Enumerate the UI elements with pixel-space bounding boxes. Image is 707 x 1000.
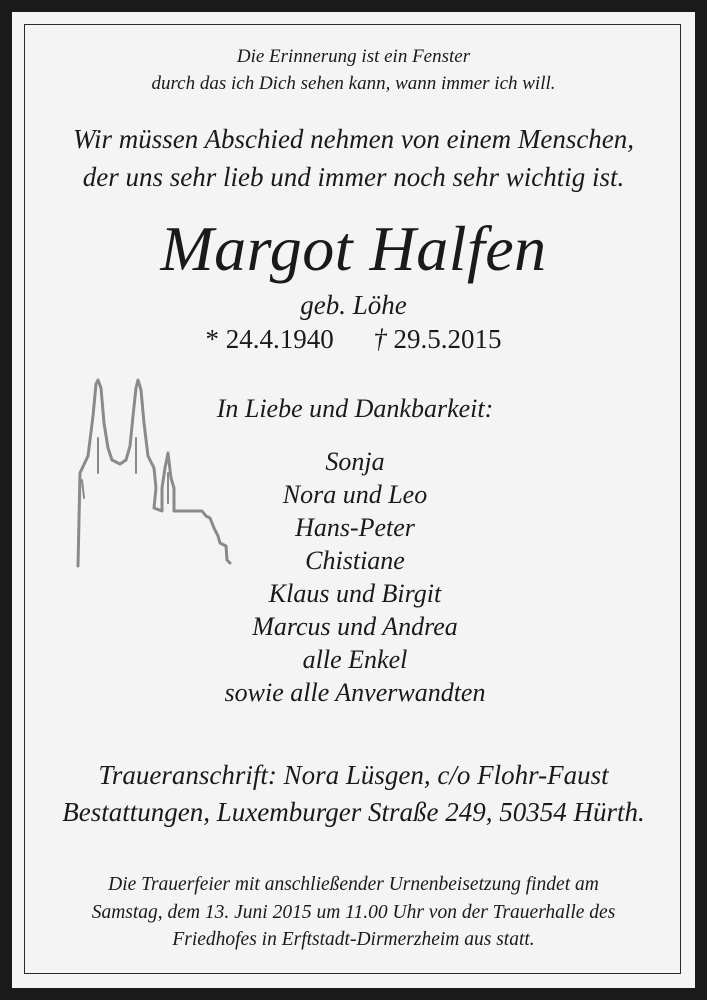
death-date: 29.5.2015 [393, 324, 502, 354]
mourner-item: Klaus und Birgit [268, 579, 442, 608]
address-line-2: Bestattungen, Luxemburger Straße 249, 50354 Hürth. [62, 797, 645, 827]
motto-line-1: Die Erinnerung ist ein Fenster [236, 46, 471, 67]
deceased-name: Margot Halfen [160, 213, 547, 284]
mourner-item: alle Enkel [302, 645, 408, 674]
address-line-1: Traueranschrift: Nora Lüsgen, c/o Flohr-Faust [98, 760, 609, 790]
mourner-item: Nora und Leo [282, 480, 428, 509]
mourner-item: Sonja [325, 447, 385, 476]
notice-line-3: Friedhofes in Erftstadt-Dirmerzheim aus statt. [172, 929, 535, 950]
mourner-item: sowie alle Anverwandten [224, 678, 486, 707]
notice-line-2: Samstag, dem 13. Juni 2015 um 11.00 Uhr von der Trauerhalle des [91, 902, 616, 923]
birth-date: 24.4.1940 [225, 324, 334, 354]
died-symbol: † [373, 324, 387, 354]
mourner-item: Marcus und Andrea [252, 612, 458, 641]
mourner-item: Hans-Peter [295, 513, 415, 542]
birth-name: geb. Löhe [300, 290, 407, 320]
motto-line-2: durch das ich Dich sehen kann, wann immer ich will. [151, 73, 556, 94]
notice-line-1: Die Trauerfeier mit anschließender Urnenbeisetzung findet am [108, 874, 599, 895]
intro-line-1: Wir müssen Abschied nehmen von einem Menschen, [72, 124, 635, 154]
intro-line-2: der uns sehr lieb und immer noch sehr wichtig ist. [82, 162, 625, 192]
life-dates [0, 324, 707, 355]
mourner-item: Chistiane [305, 546, 405, 575]
dedication: In Liebe und Dankbarkeit: [216, 394, 494, 423]
born-symbol: * [205, 324, 219, 354]
